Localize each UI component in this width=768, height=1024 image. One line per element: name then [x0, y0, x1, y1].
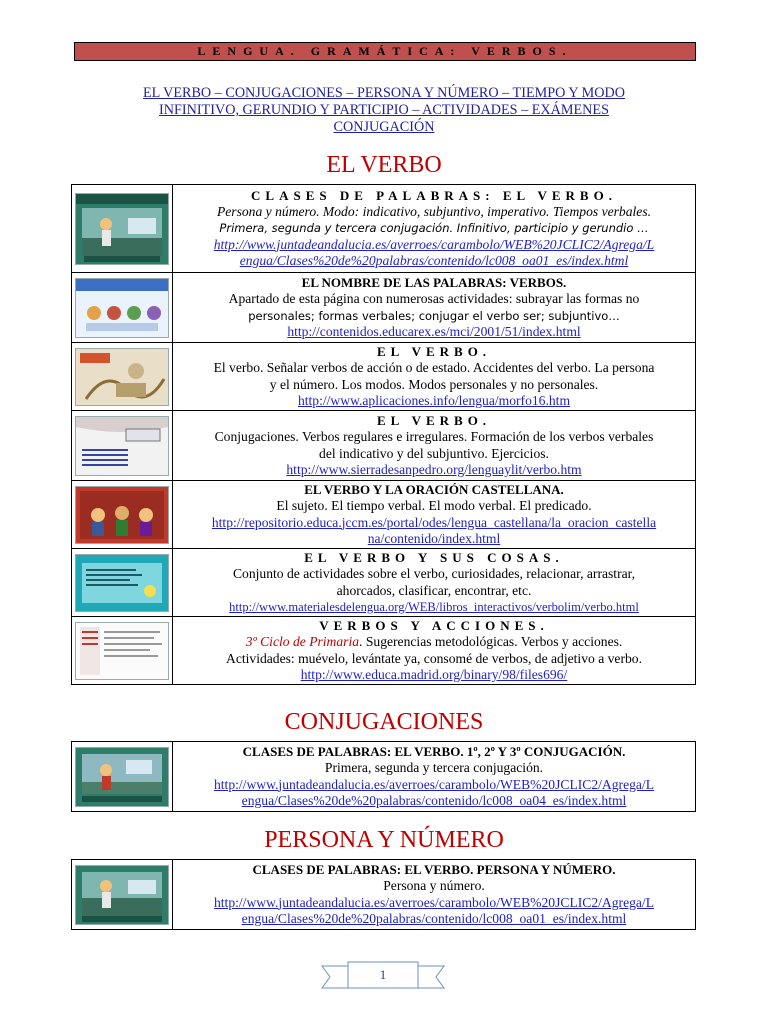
resource-row	[72, 185, 696, 273]
resource-description: Actividades: muévelo, levántate ya, consomé de verbos, de adjetivo a verbo.	[226, 650, 642, 666]
resource-row	[72, 617, 696, 685]
nav-line-3[interactable]: CONJUGACIÓN	[333, 119, 435, 135]
resource-thumbnail[interactable]	[75, 278, 169, 338]
resource-description: El sujeto. El tiempo verbal. El modo verbal. El predicado.	[276, 498, 592, 514]
resource-link[interactable]: http://www.materialesdelengua.org/WEB/libros_interactivos/verbolim/verbo.html	[229, 599, 639, 614]
resource-row	[72, 742, 696, 812]
resource-description: Conjunto de actividades sobre el verbo, curiosidades, relacionar, arrastrar,	[232, 566, 636, 582]
resource-description: Primera, segunda y tercera conjugación. Infinitivo, participio y gerundio …	[219, 221, 649, 236]
resource-row	[72, 343, 696, 411]
resource-thumbnail[interactable]	[75, 554, 169, 612]
resource-description: ahorcados, clasificar, encontrar, etc.	[336, 582, 532, 598]
resource-description: Apartado de esta página con numerosas actividades: subrayar las formas no	[228, 291, 640, 307]
page-number-ribbon	[320, 960, 446, 992]
resource-title: CLASES DE PALABRAS: EL VERBO. PERSONA Y NÚMERO.	[252, 862, 616, 878]
resource-thumbnail[interactable]	[75, 622, 169, 680]
resource-row	[72, 481, 696, 549]
resource-link[interactable]: http://www.aplicaciones.info/lengua/morfo16.htm	[297, 392, 571, 408]
section-heading-el-verbo: EL VERBO	[326, 152, 442, 178]
resource-description	[173, 634, 695, 650]
resource-description: del indicativo y del subjuntivo. Ejercicios.	[319, 445, 549, 461]
nav-line-2[interactable]: INFINITIVO, GERUNDIO Y PARTICIPIO – ACTIVIDADES – EXÁMENES	[159, 102, 609, 118]
resource-description: Conjugaciones. Verbos regulares e irregulares. Formación de los verbos verbales	[214, 429, 654, 445]
conjugaciones-resource-table	[71, 741, 696, 812]
resource-row	[72, 411, 696, 481]
resource-link[interactable]: http://www.juntadeandalucia.es/averroes/carambolo/WEB%20JCLIC2/Agrega/L	[213, 236, 655, 252]
resource-link[interactable]: http://www.juntadeandalucia.es/averroes/carambolo/WEB%20JCLIC2/Agrega/L	[213, 894, 655, 910]
resource-link[interactable]: na/contenido/index.html	[367, 530, 501, 546]
resource-title: EL VERBO Y LA ORACIÓN CASTELLANA.	[304, 482, 564, 498]
resource-title: EL NOMBRE DE LAS PALABRAS: VERBOS.	[301, 275, 567, 291]
resource-title: EL VERBO.	[376, 413, 492, 429]
level-label: 3º Ciclo de Primaria	[245, 634, 360, 650]
resource-thumbnail[interactable]	[75, 747, 169, 807]
resource-link[interactable]: engua/Clases%20de%20palabras/contenido/lc008_oa01_es/index.html	[239, 252, 629, 268]
section-heading-conjugaciones: CONJUGACIONES	[284, 709, 484, 735]
section-heading-persona-y-numero: PERSONA Y NÚMERO	[264, 827, 504, 853]
resource-thumbnail-cell	[72, 185, 173, 273]
resource-title: EL VERBO Y SUS COSAS.	[304, 550, 564, 566]
nav-line-1[interactable]: EL VERBO – CONJUGACIONES – PERSONA Y NÚMERO – TIEMPO Y MODO	[142, 85, 625, 101]
resource-thumbnail[interactable]	[75, 865, 169, 925]
resource-thumbnail[interactable]	[75, 348, 169, 406]
resource-thumbnail[interactable]	[75, 193, 169, 265]
resource-description-text: . Sugerencias metodológicas. Verbos y acciones.	[359, 634, 623, 650]
page-number: 1	[379, 967, 387, 982]
resource-row	[72, 549, 696, 617]
resource-link[interactable]: http://repositorio.educa.jccm.es/portal/odes/lengua_castellana/la_oracion_castella	[211, 514, 657, 530]
resource-link[interactable]: http://www.juntadeandalucia.es/averroes/carambolo/WEB%20JCLIC2/Agrega/L	[213, 776, 655, 792]
resource-row	[72, 860, 696, 930]
resource-description: El verbo. Señalar verbos de acción o de estado. Accidentes del verbo. La persona	[213, 360, 655, 376]
verbo-resource-table	[71, 184, 696, 685]
resource-link[interactable]: http://www.educa.madrid.org/binary/98/files696/	[300, 666, 568, 682]
resource-link[interactable]: engua/Clases%20de%20palabras/contenido/lc008_oa04_es/index.html	[241, 792, 627, 808]
resource-link[interactable]: http://www.sierradesanpedro.org/lenguaylit/verbo.htm	[286, 461, 582, 477]
resource-link[interactable]: engua/Clases%20de%20palabras/contenido/lc008_oa01_es/index.html	[241, 910, 627, 926]
resource-description: Persona y número. Modo: indicativo, subjuntivo, imperativo. Tiempos verbales.	[216, 204, 652, 220]
resource-title: EL VERBO.	[376, 344, 492, 360]
resource-row	[72, 273, 696, 343]
resource-link[interactable]: http://contenidos.educarex.es/mci/2001/51/index.html	[287, 323, 581, 339]
resource-description: y el número. Los modos. Modos personales y no personales.	[269, 376, 599, 392]
resource-description: Persona y número.	[383, 878, 485, 894]
resource-description: Primera, segunda y tercera conjugación.	[324, 760, 544, 776]
resource-title: VERBOS Y ACCIONES.	[319, 618, 549, 634]
page-banner: LENGUA. GRAMÁTICA: VERBOS.	[74, 42, 696, 61]
resource-title: CLASES DE PALABRAS: EL VERBO. 1º, 2º Y 3º CONJUGACIÓN.	[242, 744, 626, 760]
resource-thumbnail[interactable]	[75, 486, 169, 544]
topic-navigation	[60, 85, 708, 136]
resource-description: personales; formas verbales; conjugar el verbo ser; subjuntivo…	[248, 308, 620, 323]
persona-resource-table	[71, 859, 696, 930]
resource-title: CLASES DE PALABRAS: EL VERBO.	[251, 187, 617, 203]
resource-thumbnail[interactable]	[75, 416, 169, 476]
